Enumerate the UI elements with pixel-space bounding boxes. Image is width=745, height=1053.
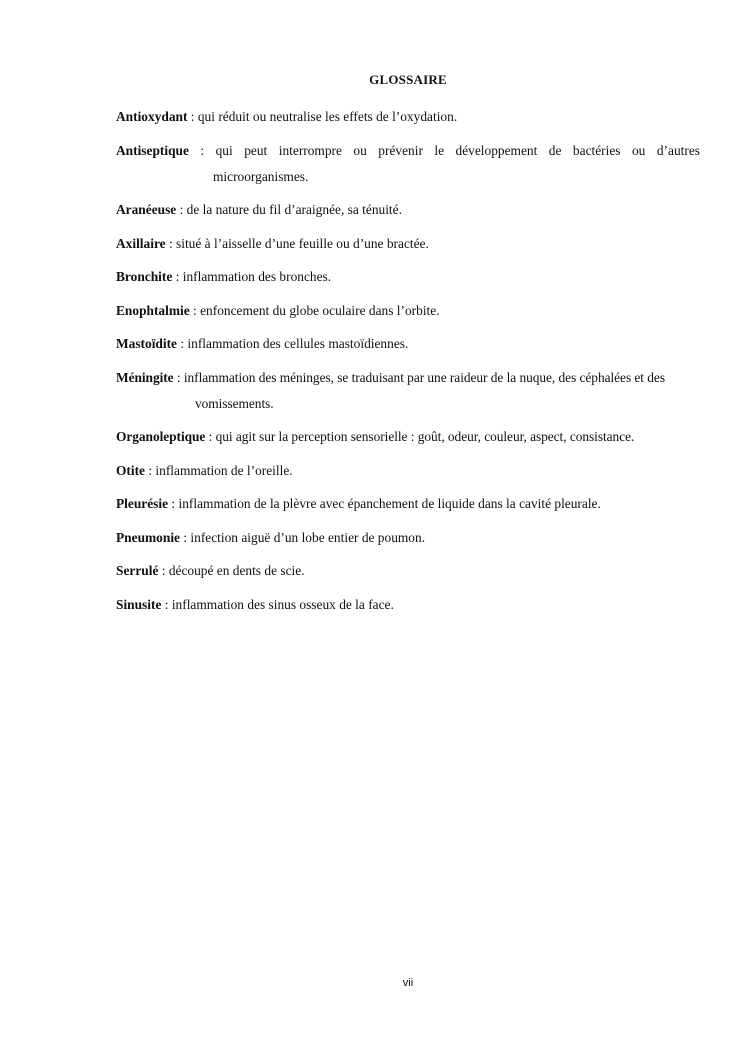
glossary-term: Mastoïdite xyxy=(116,336,177,351)
glossary-definition: qui agit sur la perception sensorielle : goût, odeur, couleur, aspect, consistance. xyxy=(215,429,635,444)
term-separator: : xyxy=(189,302,201,318)
glossary-term: Pneumonie xyxy=(116,529,180,545)
glossary-definition: inflammation des cellules mastoïdiennes. xyxy=(187,336,409,351)
term-separator: : xyxy=(188,142,216,158)
glossary-entry xyxy=(116,231,700,257)
glossary-entry xyxy=(116,104,700,130)
glossary-entry xyxy=(116,331,700,357)
term-separator: : xyxy=(168,496,179,511)
glossary-term: Aranéeuse xyxy=(116,202,177,217)
glossary-entry xyxy=(116,592,700,618)
glossary-definition: infection aiguë d’un lobe entier de poumon. xyxy=(190,529,426,545)
term-separator: : xyxy=(205,429,216,444)
glossary-term: Organoleptique xyxy=(116,429,206,444)
term-separator: : xyxy=(187,109,198,124)
glossary-term: Axillaire xyxy=(116,235,166,251)
glossary-term: Otite xyxy=(116,462,145,478)
term-separator: : xyxy=(179,529,191,545)
glossary-entry xyxy=(116,197,700,223)
page-number: vii xyxy=(402,977,414,989)
glossary-definition: découpé en dents de scie. xyxy=(168,563,305,578)
term-separator: : xyxy=(172,269,183,284)
glossary-term: Antiseptique xyxy=(116,142,189,158)
term-separator: : xyxy=(165,235,177,251)
term-separator: : xyxy=(176,202,187,217)
glossary-entry xyxy=(116,424,700,450)
glossary-term: Pleurésie xyxy=(116,496,169,511)
glossary-entry xyxy=(116,264,700,290)
glossary-entry xyxy=(116,298,700,324)
glossary-definition: enfoncement du globe oculaire dans l’orbite. xyxy=(200,302,440,318)
glossary-definition: inflammation des bronches. xyxy=(182,269,332,284)
glossary-definition: qui réduit ou neutralise les effets de l’oxydation. xyxy=(197,109,458,124)
glossary-term: Méningite xyxy=(116,369,174,385)
term-separator: : xyxy=(145,462,156,478)
term-separator: : xyxy=(177,336,188,351)
glossary-definition: inflammation des sinus osseux de la face. xyxy=(171,596,394,612)
glossary-definition: qui peut interrompre ou prévenir le développement de bactéries ou d’autres microorganismes. xyxy=(213,142,700,184)
glossary-entry xyxy=(116,138,700,190)
glossary-definition: inflammation de l’oreille. xyxy=(155,462,293,478)
glossary-entry xyxy=(116,491,700,517)
glossary-entry xyxy=(116,525,700,551)
glossary-term: Sinusite xyxy=(116,596,162,612)
glossary-term: Antioxydant xyxy=(116,109,188,124)
glossary-entry xyxy=(116,558,700,584)
glossary-definition: de la nature du fil d’araignée, sa ténuité. xyxy=(186,202,402,217)
glossary-term: Enophtalmie xyxy=(116,302,190,318)
term-separator: : xyxy=(161,596,172,612)
page-title: GLOSSAIRE xyxy=(369,72,447,87)
glossary-term: Bronchite xyxy=(116,269,173,284)
term-separator: : xyxy=(173,369,184,385)
glossary-term: Serrulé xyxy=(116,563,159,578)
glossary-definition: inflammation des méninges, se traduisant par une raideur de la nuque, des céphalées et des vomissements. xyxy=(183,369,665,411)
glossary-entry xyxy=(116,365,700,417)
glossary-list xyxy=(116,104,700,625)
glossary-definition: situé à l’aisselle d’une feuille ou d’une bractée. xyxy=(176,235,429,251)
glossary-entry xyxy=(116,458,700,484)
term-separator: : xyxy=(158,563,169,578)
glossary-definition: inflammation de la plèvre avec épanchement de liquide dans la cavité pleurale. xyxy=(178,496,601,511)
